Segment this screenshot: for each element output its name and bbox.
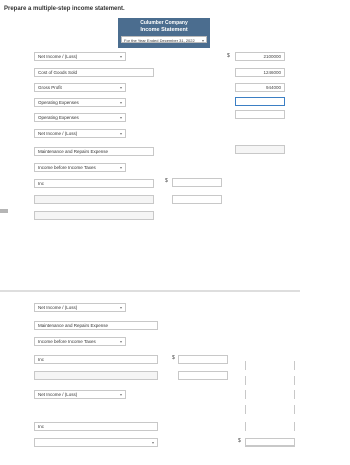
account-select-label: Operating Expenses xyxy=(38,115,79,120)
amount-input[interactable] xyxy=(235,110,285,119)
account-select-label: Cost of Goods Sold xyxy=(38,70,78,75)
account-select[interactable] xyxy=(34,438,158,447)
account-select-label: Maintenance and Repairs Expense xyxy=(38,149,109,154)
chevron-down-icon: ▾ xyxy=(119,85,122,90)
chevron-down-icon: ▾ xyxy=(119,131,122,136)
account-select[interactable] xyxy=(34,147,154,156)
chevron-down-icon: ▾ xyxy=(119,339,122,344)
account-select-label: Net Income / (Loss) xyxy=(38,131,78,136)
amount-input[interactable] xyxy=(245,422,295,431)
account-select[interactable] xyxy=(34,355,158,364)
amount-input[interactable] xyxy=(235,145,285,154)
chevron-down-icon: ▾ xyxy=(119,100,122,105)
chevron-down-icon: ▾ xyxy=(201,38,204,43)
chevron-down-icon: ▾ xyxy=(119,392,122,397)
amount-input[interactable] xyxy=(172,178,222,187)
account-select-label: Inc xyxy=(38,424,45,429)
amount-input[interactable] xyxy=(178,371,228,380)
account-select[interactable] xyxy=(34,68,154,77)
statement-title: Income Statement xyxy=(140,27,188,33)
amount-input[interactable] xyxy=(172,195,222,204)
account-select[interactable] xyxy=(34,83,126,92)
account-select-label: Operating Expenses xyxy=(38,100,79,105)
account-select[interactable] xyxy=(34,98,126,107)
amount-input[interactable] xyxy=(34,211,154,220)
amount-input[interactable] xyxy=(245,361,295,370)
chevron-down-icon: ▾ xyxy=(119,54,122,59)
instruction-text: Prepare a multiple-step income statement. xyxy=(4,6,125,12)
account-select[interactable] xyxy=(34,303,126,312)
account-select[interactable] xyxy=(34,129,126,138)
amount-input[interactable]: 1246000 xyxy=(235,68,285,77)
account-select[interactable] xyxy=(34,163,126,172)
chevron-down-icon: ▾ xyxy=(119,305,122,310)
amount-input[interactable] xyxy=(245,390,295,399)
account-select[interactable] xyxy=(34,321,158,330)
dollar-sign: $ xyxy=(165,178,168,184)
amount-input[interactable] xyxy=(245,376,295,385)
chevron-down-icon: ▾ xyxy=(151,440,154,445)
period-select[interactable] xyxy=(121,36,207,43)
statement-header xyxy=(118,18,210,48)
amount-input[interactable] xyxy=(235,97,285,106)
amount-input[interactable] xyxy=(34,371,158,380)
account-select-label: Maintenance and Repairs Expense xyxy=(38,323,109,328)
account-select-label: Net Income / (Loss) xyxy=(38,392,78,397)
dollar-sign: $ xyxy=(172,355,175,361)
chevron-down-icon: ▾ xyxy=(119,115,122,120)
divider xyxy=(0,209,8,213)
company-name: Culumber Company xyxy=(140,20,188,26)
amount-input[interactable]: 2100000 xyxy=(235,52,285,61)
chevron-down-icon: ▾ xyxy=(119,165,122,170)
account-select-label: Net Income / (Loss) xyxy=(38,54,78,59)
amount-input[interactable] xyxy=(34,195,154,204)
dollar-sign: $ xyxy=(227,53,230,59)
account-select[interactable] xyxy=(34,52,126,61)
amount-input[interactable] xyxy=(245,405,295,414)
account-select[interactable] xyxy=(34,113,126,122)
account-select[interactable] xyxy=(34,422,158,431)
account-select[interactable] xyxy=(34,337,126,346)
account-select-label: Net Income / (Loss) xyxy=(38,305,78,310)
account-select-label: Gross Profit xyxy=(38,85,62,90)
amount-input[interactable] xyxy=(178,355,228,364)
dollar-sign: $ xyxy=(238,438,241,444)
account-select-label: Inc xyxy=(38,357,45,362)
account-select-label: Inc xyxy=(38,181,45,186)
account-select-label: Income before Income Taxes xyxy=(38,339,96,344)
account-select-label: Income before Income Taxes xyxy=(38,165,96,170)
amount-input[interactable]: 944000 xyxy=(235,83,285,92)
account-select[interactable] xyxy=(34,179,154,188)
total-input[interactable] xyxy=(245,438,295,447)
period-label: For the Year Ended December 31, 2022 xyxy=(124,38,195,43)
account-select[interactable] xyxy=(34,390,126,399)
divider xyxy=(0,290,300,292)
